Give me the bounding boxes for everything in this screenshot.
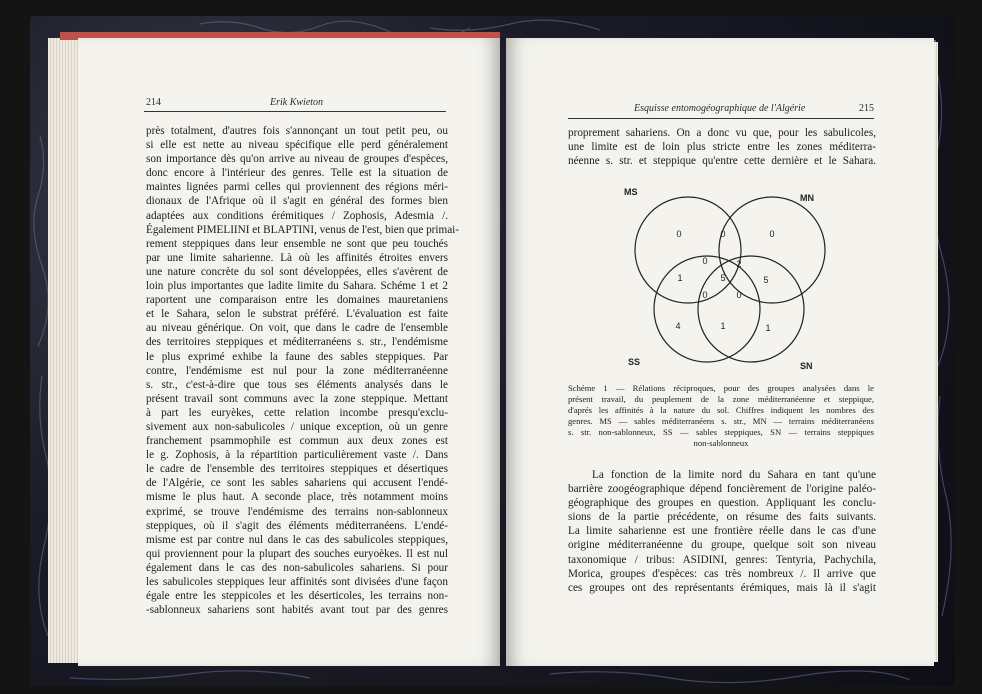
region-mn-sn: 5 bbox=[763, 275, 769, 285]
right-bottom-line: La fonction de la limite nord du Sahara en tant qu'une bbox=[592, 469, 876, 481]
left-body-line: adaptées aux conditions érémitiques / Zophosis, Adesmia /. bbox=[146, 209, 448, 222]
region-all-four: 5 bbox=[720, 273, 726, 283]
left-page-stack bbox=[48, 38, 80, 663]
region-ms-mn: 0 bbox=[720, 229, 726, 239]
region-ms-ss: 1 bbox=[677, 273, 683, 283]
left-body-line: son importance dès qu'on arrive au niveau de groupes d'espèces, bbox=[146, 153, 448, 166]
caption-line: Schéme 1 — Rélations réciproques, pour des groupes analysées dans le bbox=[568, 383, 874, 393]
label-ms: MS bbox=[624, 187, 638, 197]
right-page bbox=[506, 38, 934, 666]
left-body-line: et le Sahara, selon le substrat préféré. L'évaluation est faite bbox=[146, 308, 448, 321]
label-ss: SS bbox=[628, 357, 641, 367]
left-running-title: Erik Kwieton bbox=[270, 97, 324, 108]
left-body-line: présent travail sont communs avec la zone steppique. Mettant bbox=[146, 392, 448, 405]
region-mn-ss-sn: 0 bbox=[736, 290, 742, 300]
right-bottom-line: ces groupes ont des représentants érémiques, mais là il s'agit bbox=[568, 581, 876, 594]
left-body-line: qui proviennent pour la plupart des souches euryoèkes. Il est nul bbox=[146, 547, 448, 560]
caption-line: genres. MS — sables méditerranéens s. str., MN — terrains méditerranéens bbox=[568, 416, 874, 426]
left-body-line: Également PIMELIINI et BLAPTINI, venus de l'est, bien que primai- bbox=[146, 223, 460, 236]
caption-line: non-sablonneux bbox=[693, 438, 749, 448]
caption-line: présent travail, du peuplement de la zone méditerranéenne et steppique, bbox=[568, 394, 874, 404]
region-sn-only: 1 bbox=[765, 323, 771, 333]
right-top-line: une limite est de loin plus stricte entre les zones méditerra- bbox=[568, 141, 876, 154]
left-body-line: de l'Algérie, ce sont les sables sahariens qui accusent l'endé- bbox=[146, 477, 448, 490]
figure-caption bbox=[568, 383, 874, 449]
right-running-title: Esquisse entomogéographique de l'Algérie bbox=[634, 103, 806, 114]
right-bottom-text bbox=[568, 468, 876, 595]
left-body-line: par une limite saharienne. Là où les affinités étroites envers bbox=[146, 251, 448, 264]
right-top-line: proprement sahariens. On a donc vu que, pour les sabulicoles, bbox=[568, 127, 876, 139]
region-ss-sn: 1 bbox=[720, 321, 726, 331]
left-body-line: misme le plus haut. A seconde place, très notamment moins bbox=[146, 491, 448, 504]
right-page-number: 215 bbox=[859, 103, 874, 114]
region-mn-sn-ms: 2 bbox=[736, 259, 742, 269]
left-body-line: une nature concrète du sol sont développées, elles s'avèrent de bbox=[146, 265, 448, 278]
left-body-line: raportent une comparaison entre les domaines mauretaniens bbox=[146, 294, 448, 307]
right-bottom-line: Morica, groupes d'espèces: cas très nombreux /. Il arrive que bbox=[568, 567, 876, 580]
left-body-line: loin plus importantes que ladite limite du Sahara. Schéme 1 et 2 bbox=[146, 280, 448, 293]
circle-mn bbox=[719, 197, 825, 303]
left-body-line: donc encore à l'intérieur des genres. Telle est la situation de bbox=[146, 167, 448, 180]
left-body-line: franchement psammophile est commun aux deux zones est bbox=[146, 435, 448, 448]
right-top-text bbox=[568, 126, 876, 168]
region-ms-ss-sn: 0 bbox=[702, 290, 708, 300]
left-body-line: rement steppiques dans leur ensemble ne sont que peu touchés bbox=[146, 237, 448, 250]
caption-line: d'aprés les affinités à la nature du sol. Chiffres indiquent les nombres des bbox=[568, 405, 874, 415]
left-body-line: misme est par contre nul dans le cas des sabulicoles steppiques, bbox=[146, 533, 448, 546]
right-top-line: néenne s. str. et steppique qu'entre cette dernière et le Sahara. bbox=[568, 155, 876, 168]
left-body-line: également dans le cas des non-sabulicoles sahariens. Si pour bbox=[146, 561, 448, 574]
left-body-line: à part les euryèkes, cette relation incombe presqu'exclu- bbox=[146, 406, 448, 419]
label-sn: SN bbox=[800, 361, 813, 371]
left-body-line: près totalment, d'autres fois s'annonçant un tout petit peu, ou bbox=[146, 125, 448, 137]
region-ms-only: 0 bbox=[676, 229, 682, 239]
caption-line: s. str. non-sablonneux, SS — sables steppiques, SN — terrains steppiques bbox=[568, 427, 874, 437]
left-body-line: des territoires steppiques et méditerranéens s. str., l'endémisme bbox=[146, 336, 448, 349]
left-header-rule bbox=[144, 111, 446, 112]
left-body-line: -sablonneux sahariens sont habités avant tout par des genres bbox=[146, 604, 448, 617]
circle-ss bbox=[654, 256, 760, 362]
right-bottom-line: origine méditerranéenne du groupe, quelque soit son niveau bbox=[568, 539, 876, 552]
left-body-line: le plus exprimé exhibe la faune des sables steppiques. Par bbox=[146, 350, 448, 363]
region-mn-only: 0 bbox=[769, 229, 775, 239]
left-body-line: le cadre de l'ensemble des territoires steppiques et désertiques bbox=[146, 463, 448, 476]
left-page-number: 214 bbox=[146, 97, 161, 108]
left-body-line: sivement aux non-sabulicoles / unique exception, où un genre bbox=[146, 420, 448, 433]
left-body-line: s. str., c'est-à-dire que tous ses éléments analysés dans le bbox=[146, 378, 448, 391]
left-body-line: exprimé, se trouve l'endémisme des terrains non-sablonneux bbox=[146, 505, 448, 518]
left-body-line: dionaux de l'Afrique où il s'agit en général des formes bien bbox=[146, 195, 448, 208]
left-body-line: steppiques, où il s'agit des éléments méditerranéens. L'endé- bbox=[146, 519, 448, 532]
label-mn: MN bbox=[800, 193, 814, 203]
right-header-rule bbox=[568, 118, 874, 119]
left-body-line: maintes lignées parmi celles qui proviennent des régions méri- bbox=[146, 181, 448, 194]
region-ms-mn-ss: 0 bbox=[702, 256, 708, 266]
left-body-line: contre, l'endémisme est nul pour la zone méditerranéenne bbox=[146, 364, 448, 377]
region-ss-only: 4 bbox=[675, 321, 681, 331]
left-body-text bbox=[146, 124, 460, 617]
right-bottom-line: taxonomique / tribus: ASIDINI, genres: Tentyria, Pachychila, bbox=[568, 553, 876, 566]
left-body-line: au niveau générique. On voit, que dans le cadre de l'ensemble bbox=[146, 322, 448, 335]
right-bottom-line: géographique des groupes en question. Appliquant les conclu- bbox=[568, 497, 876, 510]
left-body-line: les sabulicoles steppiques leur affinités sont divisées d'une façon bbox=[146, 576, 448, 588]
left-page bbox=[78, 38, 500, 666]
right-bottom-line: La limite saharienne est une frontière réelle dans le cas d'une bbox=[568, 525, 876, 538]
right-bottom-line: barrière zoogéographique dépend foncièrement de l'origine paléo- bbox=[568, 483, 876, 496]
right-bottom-line: sions de la partie précédente, on résume des faits suivants. bbox=[568, 511, 876, 524]
left-body-line: égale entre les steppicoles et les déserticoles, les terrains non- bbox=[146, 590, 448, 603]
venn-diagram bbox=[606, 183, 866, 378]
circle-ms bbox=[635, 197, 741, 303]
left-body-line: le g. Zophosis, à la répartition particulièrement vaste /. Dans bbox=[146, 449, 448, 462]
circle-sn bbox=[698, 256, 804, 362]
left-body-line: si elle est nette au niveau spécifique elle perd généralement bbox=[146, 139, 448, 152]
